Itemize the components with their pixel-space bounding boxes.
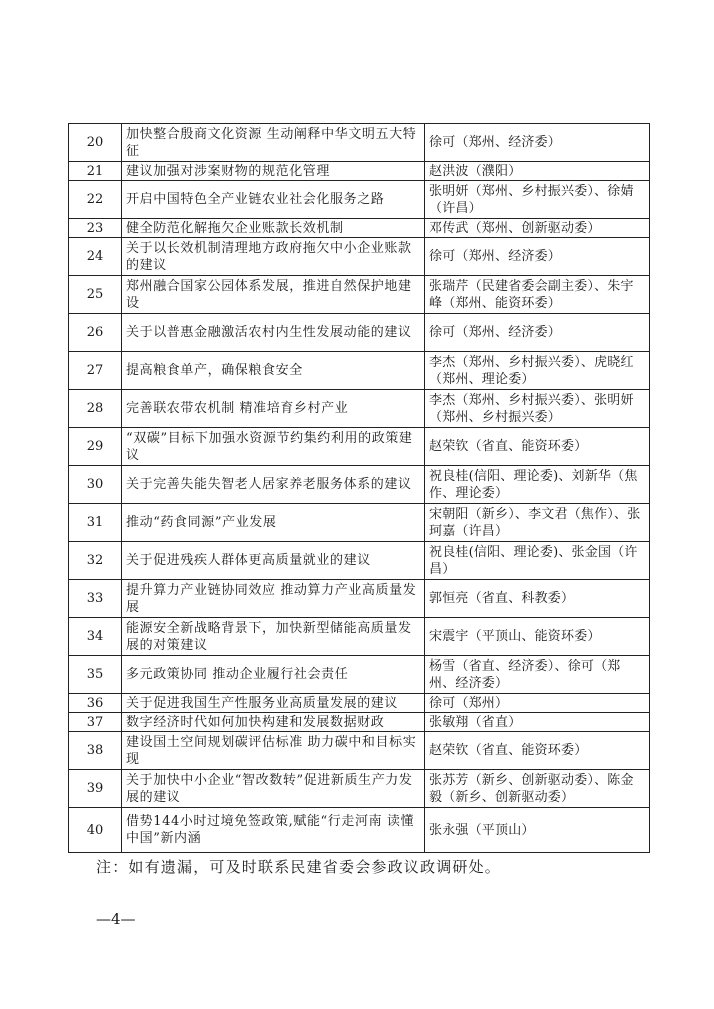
row-number: 39: [69, 770, 122, 808]
table-row: [69, 428, 650, 466]
proposal-title: 数字经济时代如何加快构建和发展数据财政: [122, 713, 425, 732]
proposal-title: 关于完善失能失智老人居家养老服务体系的建议: [122, 466, 425, 504]
row-number: 26: [69, 314, 122, 352]
proposal-title: 提升算力产业链协同效应 推动算力产业高质量发展: [122, 580, 425, 618]
proposal-author: 张敏翔（省直）: [425, 713, 650, 732]
proposal-author: 徐可（郑州、经济委）: [425, 314, 650, 352]
proposal-author: 宋震宇（平顶山、能资环委）: [425, 618, 650, 656]
row-number: 31: [69, 504, 122, 542]
table-row: [69, 162, 650, 181]
table-row: [69, 504, 650, 542]
proposal-title: 关于加快中小企业“智改数转”促进新质生产力发展的建议: [122, 770, 425, 808]
proposal-author: 张明妍（郑州、乡村振兴委）、徐婧（许昌）: [425, 181, 650, 219]
table-row: [69, 314, 650, 352]
row-number: 33: [69, 580, 122, 618]
row-number: 29: [69, 428, 122, 466]
proposal-title: 关于促进我国生产性服务业高质量发展的建议: [122, 694, 425, 713]
table-row: [69, 580, 650, 618]
proposal-title: 借势144小时过境免签政策,赋能“行走河南 读懂中国”新内涵: [122, 808, 425, 853]
table-row: [69, 808, 650, 853]
proposal-author: 李杰（郑州、乡村振兴委）、虎晓红（郑州、理论委）: [425, 352, 650, 390]
table-row: [69, 352, 650, 390]
proposal-title: “双碳”目标下加强水资源节约集约利用的政策建议: [122, 428, 425, 466]
proposal-author: 邓传武（郑州、创新驱动委）: [425, 219, 650, 238]
footnote: 注：如有遗漏，可及时联系民建省委会参政议政调研处。: [96, 858, 502, 876]
row-number: 35: [69, 656, 122, 694]
proposal-author: 杨雪（省直、经济委）、徐可（郑州、经济委）: [425, 656, 650, 694]
table-row: [69, 219, 650, 238]
proposal-author: 宋朝阳（新乡）、李文君（焦作）、张珂嘉（许昌）: [425, 504, 650, 542]
proposal-title: 关于以长效机制清理地方政府拖欠中小企业账款的建议: [122, 238, 425, 276]
proposal-author: 李杰（郑州、乡村振兴委）、张明妍（郑州、乡村振兴委）: [425, 390, 650, 428]
proposal-title: 加快整合殷商文化资源 生动阐释中华文明五大特征: [122, 124, 425, 162]
proposal-author: 祝良桂(信阳、理论委)、张金国（许昌）: [425, 542, 650, 580]
proposal-author: 张苏芳（新乡、创新驱动委）、陈金毅（新乡、创新驱动委）: [425, 770, 650, 808]
proposal-title: 多元政策协同 推动企业履行社会责任: [122, 656, 425, 694]
proposal-title: 建设国土空间规划碳评估标准 助力碳中和目标实现: [122, 732, 425, 770]
table-row: [69, 694, 650, 713]
row-number: 25: [69, 276, 122, 314]
proposal-author: 赵洪波（濮阳）: [425, 162, 650, 181]
proposal-author: 张永强（平顶山）: [425, 808, 650, 853]
proposal-author: 徐可（郑州、经济委）: [425, 238, 650, 276]
proposal-table-body: [69, 124, 650, 853]
table-row: [69, 732, 650, 770]
table-row: [69, 770, 650, 808]
proposal-author: 徐可（郑州）: [425, 694, 650, 713]
row-number: 22: [69, 181, 122, 219]
row-number: 32: [69, 542, 122, 580]
table-row: [69, 656, 650, 694]
row-number: 30: [69, 466, 122, 504]
proposal-title: 关于促进残疾人群体更高质量就业的建议: [122, 542, 425, 580]
table-row: [69, 276, 650, 314]
proposal-title: 完善联农带农机制 精准培育乡村产业: [122, 390, 425, 428]
table-row: [69, 124, 650, 162]
row-number: 36: [69, 694, 122, 713]
table-row: [69, 713, 650, 732]
proposal-author: 张瑞芹（民建省委会副主委）、朱宇峰（郑州、能资环委）: [425, 276, 650, 314]
proposal-title: 提高粮食单产，确保粮食安全: [122, 352, 425, 390]
proposal-title: 开启中国特色全产业链农业社会化服务之路: [122, 181, 425, 219]
row-number: 28: [69, 390, 122, 428]
proposal-table: [68, 123, 650, 853]
proposal-author: 徐可（郑州、经济委）: [425, 124, 650, 162]
row-number: 40: [69, 808, 122, 853]
row-number: 20: [69, 124, 122, 162]
proposal-author: 郭恒亮（省直、科教委）: [425, 580, 650, 618]
table-row: [69, 618, 650, 656]
table-row: [69, 466, 650, 504]
row-number: 21: [69, 162, 122, 181]
proposal-author: 赵荣钦（省直、能资环委）: [425, 428, 650, 466]
proposal-title: 关于以普惠金融激活农村内生性发展动能的建议: [122, 314, 425, 352]
proposal-title: 能源安全新战略背景下，加快新型储能高质量发展的对策建议: [122, 618, 425, 656]
row-number: 23: [69, 219, 122, 238]
proposal-title: 推动“药食同源”产业发展: [122, 504, 425, 542]
row-number: 34: [69, 618, 122, 656]
table-row: [69, 238, 650, 276]
page-number: —4—: [96, 910, 136, 928]
row-number: 24: [69, 238, 122, 276]
table-row: [69, 390, 650, 428]
proposal-author: 赵荣钦（省直、能资环委）: [425, 732, 650, 770]
proposal-author: 祝良桂(信阳、理论委)、刘新华（焦作、理论委）: [425, 466, 650, 504]
row-number: 27: [69, 352, 122, 390]
proposal-title: 郑州融合国家公园体系发展，推进自然保护地建设: [122, 276, 425, 314]
proposal-title: 建议加强对涉案财物的规范化管理: [122, 162, 425, 181]
row-number: 37: [69, 713, 122, 732]
proposal-title: 健全防范化解拖欠企业账款长效机制: [122, 219, 425, 238]
table-row: [69, 542, 650, 580]
row-number: 38: [69, 732, 122, 770]
table-row: [69, 181, 650, 219]
